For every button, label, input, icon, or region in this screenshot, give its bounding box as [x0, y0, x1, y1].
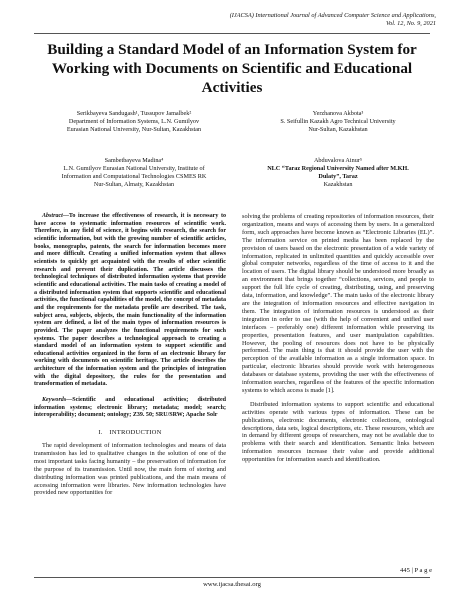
paper-title: Building a Standard Model of an Information System for Working with Documents on Scientific and Educational Activities — [47, 41, 417, 96]
journal-volume: Vol. 12, No. 9, 2021 — [385, 20, 436, 27]
author-affiliation: S. Seifullin Kazakh Agro Technical University — [280, 118, 396, 125]
footer-divider — [34, 577, 430, 578]
left-column — [34, 213, 226, 497]
author-affiliation: Dulaty”, Taraz — [318, 173, 358, 180]
keywords — [34, 397, 226, 420]
author-affiliation: L.N. Gumilyov Eurasian National University, Institute of — [63, 165, 205, 172]
abstract-text: —To increase the effectiveness of research, it is necessary to have access to systematic information resources of scientific work. Therefore, in any field of science, it begins with research, the search for scientific information, but with the growing number of scientific articles, books, monographs, patents, the search for information becomes more and more difficult. Creating a unified information system that allows scientists to quickly get acquainted with the results of other scientific research and prevent their duplication. The article discusses the technological techniques of distributed information systems that provide scientific and educational activities. The main tasks of creating a model of a distributed information system that supports scientific and educational activities, the functional capabilities of the model, the concept of metadata and the requirements for the metadata profile are described. The task, subject area, subjects, objects, the main functionality of the information system are defined, a list of the main types of information resources is provided. The paper analyzes the functional requirements for such systems. The paper describes a technological approach to creating a standard model of an information system to support scientific and educational activities organized in the form of an electronic library for working with documents on scientific heritage. The article describes the architecture of the information system and the principles of integration with the digital depository, the rules for the presentation and transformation of metadata. — [34, 213, 226, 388]
author-name: Serikbayeva Sandugash¹, Tussupov Jamalbek² — [76, 110, 192, 117]
journal-url: www.ijacsa.thesai.org — [203, 581, 261, 588]
body-paragraph: Distributed information systems to support scientific and educational activities operate with various types of information. These can be publications, electronic documents, electronic collections, ontological descriptions, data sets, logical descriptions, etc. These resources, which are in demand by different groups of researchers, may not be available due to problems with their search and identification. Semantic links between information resources increase their value and provide additional opportunities for information search and identification. — [242, 400, 434, 464]
page-number: 445 | P a g e — [399, 567, 432, 574]
journal-name: (IJACSA) International Journal of Advanced Computer Science and Applications, — [229, 12, 436, 19]
keywords-label: Keywords — [42, 397, 67, 404]
author-2 — [238, 110, 438, 134]
author-name: Sambetbayeva Madina⁴ — [104, 157, 164, 164]
author-affiliation: Information and Computational Technologies CSMES RK — [61, 173, 207, 180]
author-affiliation: Nur-Sultan, Kazakhstan — [308, 126, 368, 133]
author-name: Yerzhanova Akbota³ — [312, 110, 364, 117]
body-paragraph: solving the problems of creating repositories of information resources, their organization, means and ways of accessing them by users. In a generalized form, such approaches have become known as “Electronic Libraries (EL)”. The information service on printed media has been replaced by the provision of users based on the electronic presentation of a wide variety of information, replicated in unlimited quantities and quickly accessible over global computer networks, regardless of the time of access to it and the location of users. The digital library should be understood more broadly as an environment that brings together “collections, services, and people to support the full life cycle of creating, distributing, using, and preserving data, information, and knowledge”. The main tasks of the electronic library are the integration of information resources and effective navigation in them. The integration of information resources is understood as their integration in order to use (with the help of convenient and unified user interfaces – preferably one) different information while preserving its properties, presentation features, and user manipulation capabilities. However, the pooling of resources does not have to be physically performed. The main thing is that it should provide the user with the perception of the available information as a single information space. In particular, electronic libraries should provide work with heterogeneous databases or database systems, providing the user with the effectiveness of information searches, regardless of the features of the specific information systems to which access is made [1]. — [242, 213, 434, 394]
abstract — [34, 213, 226, 389]
author-affiliation: Nur-Sultan, Almaty, Kazakhstan — [93, 181, 175, 188]
author-affiliation: NLC “Taraz Regional University Named after M.KH. — [267, 165, 409, 172]
author-affiliation: Department of Information Systems, L.N. Gumilyov — [68, 118, 200, 125]
introduction-paragraph: The rapid development of information technologies and means of data transmission has led to qualitative changes in the solution of one of the most important tasks facing humanity – the preservation of information for the purpose of its transmission. Until now, the main form of storing and distributing information was printed publications, and the main means of accessing information were libraries. New information technologies have provided new opportunities for — [34, 441, 226, 497]
author-4 — [238, 157, 438, 189]
author-3 — [34, 157, 234, 189]
abstract-label: Abstract — [42, 213, 63, 219]
keywords-text: —Scientific and educational activities; distributed information systems; electronic library; metadata; model; search; interoperability; document; ontology; Z39. 50; SRU/SRW; Apache Solr — [34, 397, 226, 419]
header-divider — [34, 33, 430, 34]
journal-header — [136, 12, 436, 28]
author-affiliation: Kazakhstan — [323, 181, 353, 188]
section-heading-introduction: I. INTRODUCTION — [98, 429, 162, 437]
author-name: Abduvalova Ainur⁵ — [313, 157, 363, 164]
author-affiliation: Eurasian National University, Nur-Sultan, Kazakhstan — [66, 126, 202, 133]
author-1 — [34, 110, 234, 134]
right-column — [242, 213, 434, 464]
